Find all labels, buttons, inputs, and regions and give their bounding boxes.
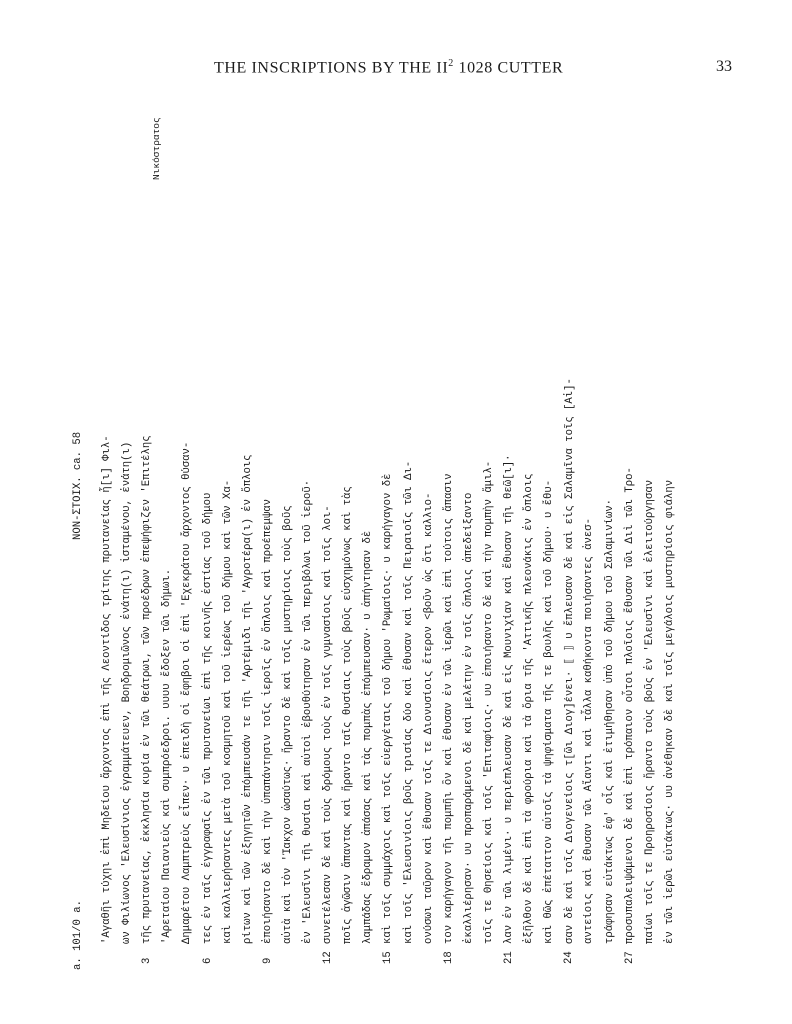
inscription-line	[101, 90, 121, 970]
inscription-line	[543, 90, 563, 970]
line-text: καὶ καλλιερήσαντες μετὰ τοῦ κοσμητοῦ καὶ τοῦ ἱερέως τοῦ δήμου καὶ τῶν Χα-	[221, 479, 234, 944]
entry-id: a. 101/0 a.	[72, 900, 84, 970]
line-text: καὶ θῶς ἐπέταττον αὐτοῖς τὰ ψηφίσματα τῆς τε βουλῆς καὶ τοῦ δήμου· υ ἔθυ-	[543, 479, 556, 944]
line-text: σαν δὲ καὶ τοῖς Διογενείοις τ[ῶι Διογ]ένει· ⟦ ⟧ υ ἔπλευσαν δὲ καὶ εἰς Σαλαμῖνα τοῖς [Αἰ]-	[564, 378, 577, 944]
inscription-line	[583, 90, 603, 970]
line-number: 3	[141, 957, 154, 964]
inscription-line	[604, 90, 624, 970]
inscription-line	[322, 90, 342, 970]
line-text: ἐποιήσαντο δὲ καὶ τὴν ὑπαπάντησιν τοῖς ἱεροῖς ἐν ὅπλοις καὶ προέπεμψαν	[261, 498, 274, 944]
inscription-line	[342, 90, 362, 970]
line-number: 18	[442, 951, 455, 964]
inscription-line	[503, 90, 523, 970]
inscription-line	[382, 90, 402, 970]
line-text: ἐν τῶι ἱερῶι εὐτάκτως· υυ ἀνέθηκαν δὲ καὶ τοῖς μεγάλοις μυστηρίοις φιάλην	[663, 479, 676, 944]
line-text: αντείοις καὶ ἔθυσαν τῶι Αἴαντι καὶ τἆλλα καθήκοντα ποιήσαντες ἀνεσ-	[583, 518, 596, 944]
inscription-line	[644, 90, 664, 970]
line-text: ων Φιλίωνος 'Ελευσίνιος ἐγραμμάτευεν, Βοηδρομιῶνος ἐνάτη(ι) ἱσταμένου, ἐνάτη(ι)	[121, 441, 134, 944]
inscription-line	[222, 90, 242, 970]
line-text: Δημαρέτου Λαμπτρεὺς εἶπεν· υ ἐπειδὴ οἱ ἔφηβοι οἱ ἐπὶ 'Εχεκράτου ἄρχοντος θύσαν-	[181, 441, 194, 944]
line-text: 'Αγαθῆι τύχηι ἐπὶ Μηδείου ἄρχοντος ἐπὶ τῆς Λεοντίδος τρίτης πρυτανείας ἧ[ι] Φιλ-	[101, 435, 113, 944]
inscription-text-block	[62, 90, 712, 970]
line-text: ἐξῆλθον δὲ καὶ ἐπὶ τὰ φρούρια καὶ τὰ ὅρια τῆς 'Αττικῆς πλεονάκις ἐν ὅπλοις	[523, 473, 536, 944]
inscription-line	[362, 90, 382, 970]
inscription-line	[624, 90, 644, 970]
line-interlinear-name: Νικόστρατος	[151, 117, 163, 180]
line-text: ονύσωι ταῦρον καὶ ἔθυσαν τοῖς τε Διονυσίοις ἕτερον <βοῦν ὡς ὅτι καλλιο-	[422, 492, 435, 944]
inscription-line	[523, 90, 543, 970]
inscription-line	[463, 90, 483, 970]
running-title	[214, 58, 563, 77]
running-title-tail: 1028 CUTTER	[453, 59, 564, 77]
line-text: 'Αρεταίου Παιανιεὺς καὶ συμπρόεδροι. υυυυ ἔδοξεν τῶι δήμωι.	[161, 568, 174, 944]
inscription-line	[403, 90, 423, 970]
page-number: 33	[716, 58, 732, 75]
line-text: καὶ τοῖς 'Ελευσινίοις βοῦς τρισίας δύο καὶ ἔθυσαν καὶ τοῖς Πειραιοῖς τῶι Δι-	[402, 460, 415, 944]
line-number: 21	[503, 951, 515, 964]
line-text: τῆς πρυτανείας, ἐκκλησία κυρία ἐν τῶι θεάτρωι, τῶν προέδρων ἐπεψήφιζεν 'Επιτέλης	[141, 435, 154, 944]
inscription-line	[151, 90, 181, 970]
line-text: αὐτὰ καὶ τὸν 'Ίακχον ὡσαύτως· ἤραντο δὲ καὶ τοῖς μυστηρίοις τοὺς βοῦς	[281, 505, 294, 944]
line-text: τον καρήγαγον τῆι πομπῆι ὃν καὶ ἔθυσαν ἐν τῶι ἱερῶι καὶ ἐπὶ τούτοις ἅπασιν	[442, 473, 455, 944]
line-text: τοῖς τε Θησείοις καὶ τοῖς 'Επιταφίοις· υυ ἐποιήσαντο δὲ καὶ τὴν πομπὴν ἅμιλ-	[482, 460, 495, 944]
inscription-line	[483, 90, 503, 970]
line-text: λαν ἐν τῶι λιμένι· υ περιέπλευσαν δὲ καὶ εἰς Μουνιχίαν καὶ ἔθυσαν τῆι θεῶ[ι]·	[503, 454, 515, 944]
inscription-line	[181, 90, 201, 970]
inscription-line	[141, 90, 161, 970]
inscription-line	[423, 90, 443, 970]
line-number: 12	[322, 951, 335, 964]
line-text: τράφησαν εὐτάκτως ἐφ' οἷς καὶ ἐτιμήθησαν ὑπὸ τοῦ δήμου τοῦ Σαλαμινίων·	[603, 498, 616, 944]
entry-heading	[72, 90, 92, 970]
line-text: ἐκαλλιέρησαν· υυ προπαράμενοι δὲ καὶ μελέτην ἐν τοῖς ὅπλοις ἀπεδείξαντο	[462, 492, 475, 944]
inscription-line	[282, 90, 302, 970]
inscription-line	[563, 90, 583, 970]
line-text: λαμπάδας ἔδραμον ἀπάσας καὶ τὰς πομπὰς ἐπόμπευσαν· υ ἀπήντησαν δὲ	[362, 530, 375, 944]
line-text: συνετέλεσαν δὲ καὶ τοὺς δρόμους τοὺς ἐν τοῖς γυμνασίοις καὶ τοῖς λοι-	[322, 505, 335, 944]
inscription-line	[242, 90, 262, 970]
line-text: παίωι τοῖς τε Προηροσίοις ἤραντο τοὺς βοῦς ἐν 'Ελευσῖνι καὶ ἐλειτούργησαν	[643, 479, 656, 944]
line-number: 6	[201, 957, 214, 964]
inscription-line	[443, 90, 463, 970]
inscription-line	[202, 90, 222, 970]
inscription-line	[262, 90, 282, 970]
line-text: ποῖς ἀγῶσιν ἅπαντας καὶ ἤραντο ταῖς θυσίαις τοὺς βοῦς εὐσχημόνως καὶ τὰς	[342, 486, 355, 944]
line-number: 27	[623, 951, 636, 964]
line-text: προσυπαλειψάμενοι δὲ καὶ ἐπὶ τρόπαιον οὗτοι πλοῖοις ἔθυσαν τῶι Διὶ τῶι Τρο-	[623, 467, 636, 944]
inscription-line	[664, 90, 684, 970]
entry-meta: NON-ΣΤΟΙΧ. ca. 58	[72, 431, 84, 540]
inscription-line	[121, 90, 141, 970]
line-number: 24	[563, 951, 576, 964]
running-header	[0, 56, 792, 80]
line-text: καὶ τοῖς συμμάχοις καὶ τοῖς εὐεργέταις τοῦ δήμου 'Ρωμαίοις· υ καρήγαγον δὲ	[382, 473, 395, 944]
line-text: ρίτων καὶ τῶν ἐξηγητῶν ἐπόμπευσάν τε τῆι 'Αρτέμιδι τῆι 'Αγροτέρα(ι) ἐν ὅπλοις	[241, 454, 254, 944]
running-title-main: THE INSCRIPTIONS BY THE II	[214, 59, 449, 77]
line-text: ἐν 'Ελευσῖνι τῆι θυσίαι καὶ αὐτοὶ ἐβουθύτησαν ἐν τῶι περιβόλωι τοῦ ἱεροῦ·	[302, 479, 314, 944]
line-number: 9	[261, 957, 274, 964]
line-number: 15	[382, 951, 395, 964]
line-text: τες ἐν ταῖς ἐγγραφαῖς ἐν τῶι πρυτανείωι ἐπὶ τῆς κοινῆς ἑστίας τοῦ δήμου	[201, 492, 214, 944]
inscription-line	[302, 90, 322, 970]
running-title-superscript: 2	[448, 58, 454, 69]
